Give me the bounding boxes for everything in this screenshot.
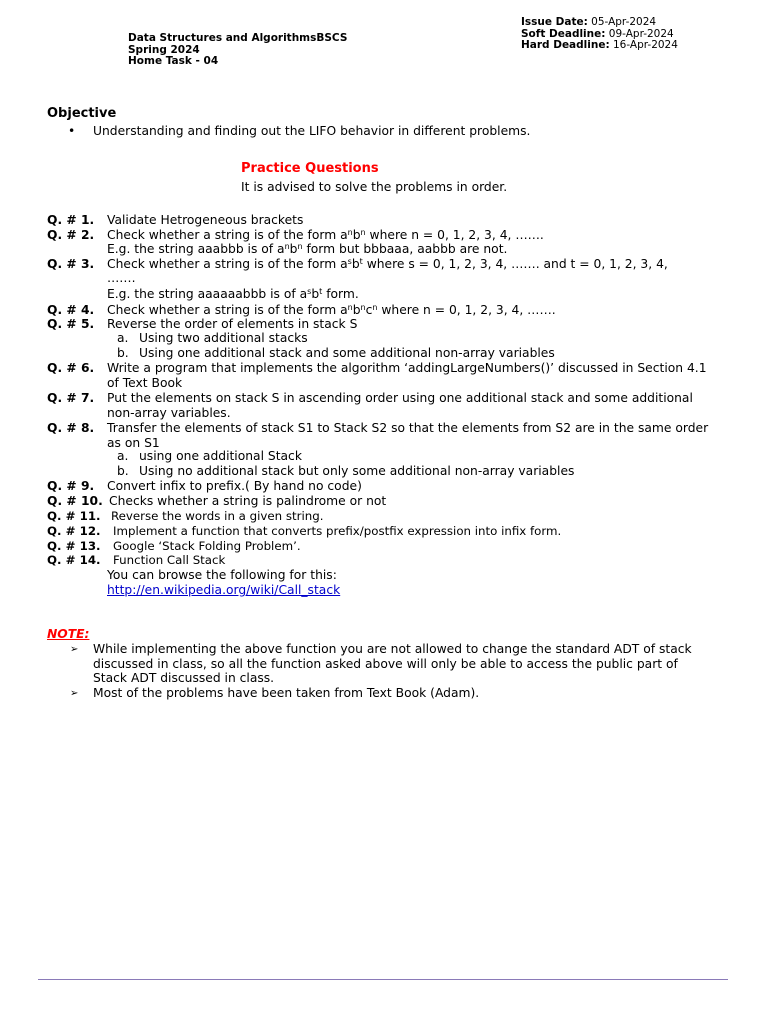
question-text: Validate Hetrogeneous brackets [107,213,304,227]
subitem-text: Using two additional stacks [139,331,308,345]
question-label: Q. # 4. [47,303,95,317]
issue-date: Issue Date: 05-Apr-2024 [521,16,657,28]
question-label: Q. # 1. [47,213,95,227]
question-label: Q. # 9. [47,479,95,493]
browse-text: You can browse the following for this: [107,568,337,582]
deadlines [521,17,678,52]
subitem-marker: a. [117,331,129,345]
question-label: Q. # 12. [47,524,101,538]
subitem-text: Using one additional stack and some additional non-array variables [139,346,555,360]
term: Spring 2024 [128,43,200,56]
course-header [128,33,347,68]
question-label: Q. # 2. [47,228,95,242]
example-text: E.g. the string aaabbb is of $a^nb^n$ form but bbbaaa, aabbb are not. [107,242,508,256]
question-label: Q. # 8. [47,421,95,435]
subitem-marker: b. [117,464,129,478]
course-title: Data Structures and AlgorithmsBSCS [128,32,348,44]
question-text: Check whether a string is of the form $a^sb^t$ where s = 0, 1, 2, 3, 4, ……. and t = 0, 1, 2, 3, 4, [107,257,668,271]
question-label: Q. # 11. [47,509,101,523]
question-text: Check whether a string is of the form $a^nb^n$ where n = 0, 1, 2, 3, 4, ……. [107,228,544,242]
subitem-marker: b. [117,346,129,360]
question-label: Q. # 10. [47,494,103,508]
arrow-bullet-icon: ➢ [70,644,79,655]
question-text: Check whether a string is of the form $a^nb^nc^n$ where n = 0, 1, 2, 3, 4, ……. [107,303,556,317]
continuation-text: ……. [107,271,136,285]
hard-deadline: Hard Deadline: 16-Apr-2024 [521,39,678,51]
subitem-text: using one additional Stack [139,449,302,463]
arrow-bullet-icon: ➢ [70,688,79,699]
note-item-1: While implementing the above function you are not allowed to change the standard ADT of stack discussed in class, so all the function asked above will only be able to access the public part of Stack ADT discussed in class. [93,642,692,686]
question-label: Q. # 6. [47,361,95,375]
question-text: Google ‘Stack Folding Problem’. [113,539,301,553]
soft-deadline: Soft Deadline: 09-Apr-2024 [521,27,674,40]
question-text: Put the elements on stack S in ascending order using one additional stack and some additional non-array variables. [107,391,693,420]
task-title: Home Task - 04 [128,55,219,67]
question-label: Q. # 14. [47,553,101,567]
note-title: NOTE: [47,627,90,641]
bullet-icon: • [68,124,76,138]
practice-title: Practice Questions [241,161,379,176]
objective-text: Understanding and finding out the LIFO behavior in different problems. [93,124,531,138]
objective-heading: Objective [47,106,117,121]
subitem-text: Using no additional stack but only some additional non-array variables [139,464,575,478]
call-stack-link[interactable]: http://en.wikipedia.org/wiki/Call_stack [107,583,341,597]
subitem-marker: a. [117,449,129,463]
question-text: Implement a function that converts prefix/postfix expression into infix form. [113,524,562,538]
example-text: E.g. the string aaaaaabbb is of $a^sb^t$ form. [107,287,359,301]
question-text: Reverse the order of elements in stack S [107,317,358,331]
practice-subtitle: It is advised to solve the problems in order. [241,180,508,194]
question-text: Function Call Stack [113,553,226,567]
question-label: Q. # 7. [47,391,95,405]
question-label: Q. # 13. [47,539,101,553]
question-text: Transfer the elements of stack S1 to Stack S2 so that the elements from S2 are in the same order as on S1 [107,421,709,450]
footer-divider [38,979,728,980]
question-text: Write a program that implements the algorithm ‘addingLargeNumbers()’ discussed in Section 4.1 of Text Book [107,361,707,390]
question-text: Reverse the words in a given string. [111,509,324,523]
question-label: Q. # 5. [47,317,95,331]
question-label: Q. # 3. [47,257,95,271]
question-text: Convert infix to prefix.( By hand no code) [107,479,362,493]
question-text: Checks whether a string is palindrome or not [109,494,387,508]
note-item-2: Most of the problems have been taken from Text Book (Adam). [93,686,480,700]
